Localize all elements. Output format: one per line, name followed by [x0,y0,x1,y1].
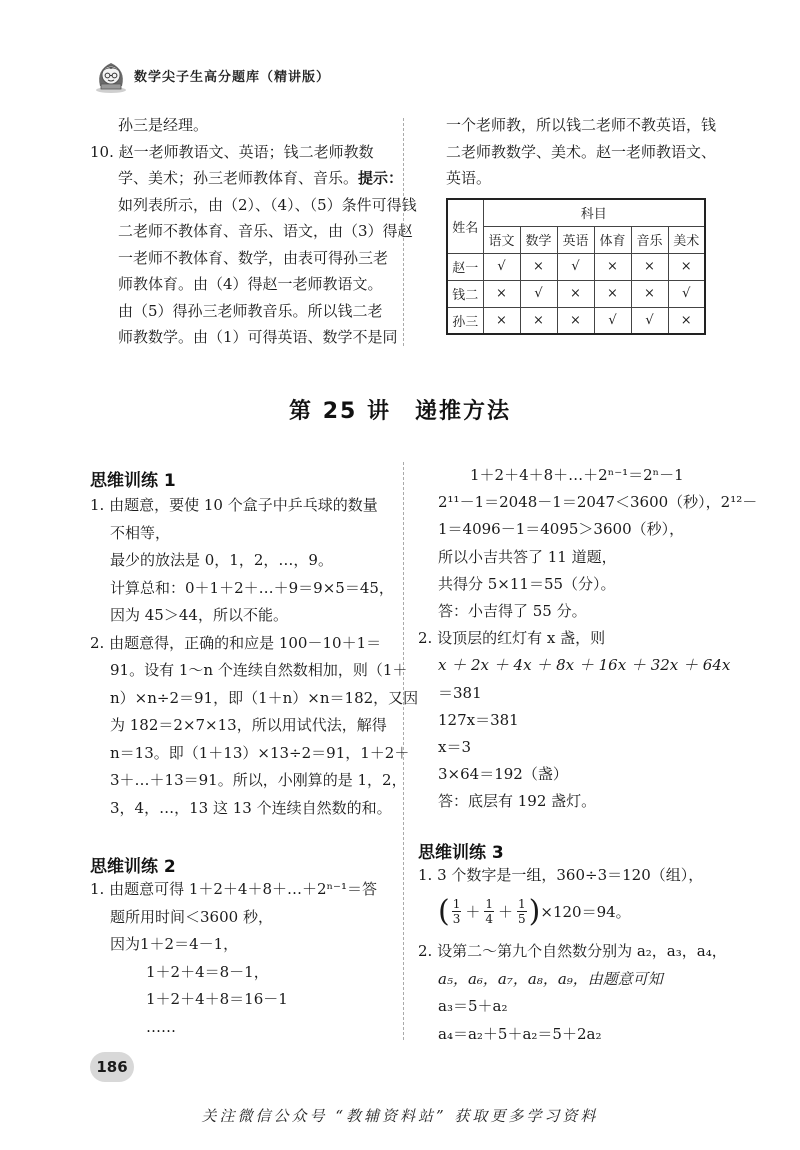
denominator: 3 [452,912,461,926]
text-line [90,165,417,192]
text-line: 2. 设顶层的红灯有 x 盏，则 [418,629,606,648]
text-line: x＝3 [438,738,472,757]
text-line: 答：小吉得了 55 分。 [438,602,587,621]
name-header-cell: 姓名 [447,199,483,253]
mark-cell: × [668,307,705,334]
text-line: 由（5）得孙三老师教音乐。所以钱二老 [118,301,383,320]
mark-cell: × [557,280,594,307]
mark-cell: × [594,280,631,307]
numerator: 1 [485,897,494,911]
text-line: 师教体育。由（4）得赵一老师教语文。 [118,275,383,293]
table-row [447,280,705,307]
subject-cell: 语文 [483,226,520,253]
top-left-answers [90,112,417,351]
text-line: 二老师教数学、美术。赵一老师教语文、 [446,142,717,161]
text-line: a₄＝a₂＋5＋a₂＝5＋2a₂ [438,1024,602,1043]
top-right-answers [446,112,716,192]
section-title-3: 思维训练 3 [418,843,504,863]
subject-cell: 英语 [557,226,594,253]
text-span: 学、美术；孙三老师教体育、音乐。 [118,169,359,187]
section-title-2: 思维训练 2 [90,857,176,877]
text-line: 英语。 [446,169,492,187]
mark-cell: × [557,307,594,334]
mark-cell: √ [483,253,520,280]
plus-sign: ＋ [465,903,481,921]
text-line: 共得分 5×11＝55（分）。 [438,574,616,593]
mark-cell: × [520,253,557,280]
denominator: 4 [485,912,494,926]
hint-label: 提示： [358,169,404,187]
text-line: …… [146,1017,176,1036]
text-line: n＝13。即（1＋13）×13÷2＝91，1＋2＋ [110,743,410,762]
text-line: 3＋…＋13＝91。所以，小刚算的是 1，2， [110,771,407,789]
text-line: 1＝4096－1＝4095＞3600（秒）， [438,520,685,539]
denominator: 5 [518,912,526,926]
text-line: 1＋2＋4＋8＋…＋2ⁿ⁻¹＝2ⁿ－1 [470,466,684,484]
text-line: 3，4，…，13 这 13 个连续自然数的和。 [110,798,392,817]
text-line: a₅，a₆，a₇，a₈，a₉，由题意可知 [438,969,663,988]
text-line: ＝381 [438,683,482,702]
mark-cell: √ [520,280,557,307]
text-line: 孙三是经理。 [118,116,209,134]
lecture-title: 第 25 讲 递推方法 [289,399,511,424]
fraction [517,897,527,926]
mascot-girl-icon [92,56,130,94]
row-name-cell: 钱二 [447,280,483,307]
paren-open: ( [438,894,450,929]
text-line: 2¹¹－1＝2048－1＝2047＜3600（秒），2¹²－ [438,493,758,512]
numerator: 1 [452,897,461,911]
text-line: 1. 由题意，要使 10 个盒子中乒乓球的数量 [90,496,378,514]
text-line: 因为 45＞44，所以不能。 [110,606,288,624]
text-line: 不相等， [110,523,171,542]
subject-cell: 音乐 [631,226,668,253]
text-line: 如列表所示，由（2）、（4）、（5）条件可得钱 [118,195,417,214]
right-continuation [418,462,757,816]
mark-cell: × [483,280,520,307]
text-line: 二老师不教体育、音乐、语文，由（3）得赵 [118,222,413,240]
row-name-cell: 赵一 [447,253,483,280]
row-name-cell: 孙三 [447,307,483,334]
mark-cell: √ [668,280,705,307]
fraction [484,897,494,926]
text-line: 127x＝381 [438,710,519,729]
text-line: 2. 由题意得，正确的和应是 100－10＋1＝ [90,633,382,652]
text-line: a₃＝5＋a₂ [438,997,508,1015]
mark-cell: × [631,280,668,307]
plus-sign: ＋ [498,903,514,921]
table-row [447,253,705,280]
footer-note: 关注微信公众号 “教辅资料站” 获取更多学习资料 [201,1107,599,1125]
text-line: 3×64＝192（盏） [438,765,568,784]
text-line: 答：底层有 192 盏灯。 [438,792,597,811]
text-line: 因为1＋2＝4－1， [110,935,239,953]
page-header [92,56,412,96]
teacher-subject-table [446,198,706,335]
section-3-body [418,938,727,1048]
text-line: 计算总和：0＋1＋2＋…＋9＝9×5＝45， [110,578,394,597]
book-title: 数学尖子生高分题库（精讲版） [134,70,331,85]
text-line: 91。设有 1～n 个连续自然数相加，则（1＋ [110,661,408,679]
mark-cell: √ [631,307,668,334]
page-number: 186 [90,1052,134,1082]
text-line: 师教数学。由（1）可得英语、数学不是同 [118,328,398,346]
text-line: 10. 赵一老师教语文、英语；钱二老师教数 [90,142,374,161]
text-line: 一个老师教，所以钱二老师不教英语，钱 [446,116,717,134]
text-line: 所以小吉共答了 11 道题， [438,547,617,566]
fraction [452,897,462,926]
section-3-line-1: 1. 3 个数字是一组，360÷3＝120（组）， [418,866,704,884]
text-line: 1＋2＋4＝8－1， [146,962,269,981]
mark-cell: × [631,253,668,280]
mark-cell: √ [557,253,594,280]
mark-cell: × [483,307,520,334]
text-line: 为 182＝2×7×13，所以用试代法，解得 [110,716,387,734]
subject-cell: 美术 [668,226,705,253]
mark-cell: × [594,253,631,280]
section-2-body [90,876,377,1041]
text-line: 题所用时间＜3600 秒， [110,907,273,926]
numerator: 1 [518,897,526,911]
logic-grid [446,198,706,335]
fraction-tail: ×120＝94。 [540,903,631,921]
paren-close: ) [528,894,541,929]
text-line: n）×n÷2＝91，即（1＋n）×n＝182，又因 [110,688,419,707]
text-line: 1. 由题意可得 1＋2＋4＋8＋…＋2ⁿ⁻¹＝答 [90,880,377,898]
table-row [447,307,705,334]
mark-cell: × [520,307,557,334]
mark-cell: × [668,253,705,280]
text-line: 一老师不教体育、数学，由表可得孙三老 [118,248,389,267]
subject-cell: 数学 [520,226,557,253]
subject-cell: 体育 [594,226,631,253]
section-title-1: 思维训练 1 [90,471,176,491]
text-line: 最少的放法是 0，1，2，…，9。 [110,551,333,569]
fraction-expression [438,894,631,928]
subject-header-cell: 科目 [483,199,705,226]
text-line: x ＋ 2x ＋ 4x ＋ 8x ＋ 16x ＋ 32x ＋ 64x [438,656,731,675]
text-line: 2. 设第二～第九个自然数分别为 a₂，a₃，a₄， [418,942,727,960]
text-line: 1＋2＋4＋8＝16－1 [146,990,288,1008]
section-1-body [90,492,418,822]
mark-cell: √ [594,307,631,334]
